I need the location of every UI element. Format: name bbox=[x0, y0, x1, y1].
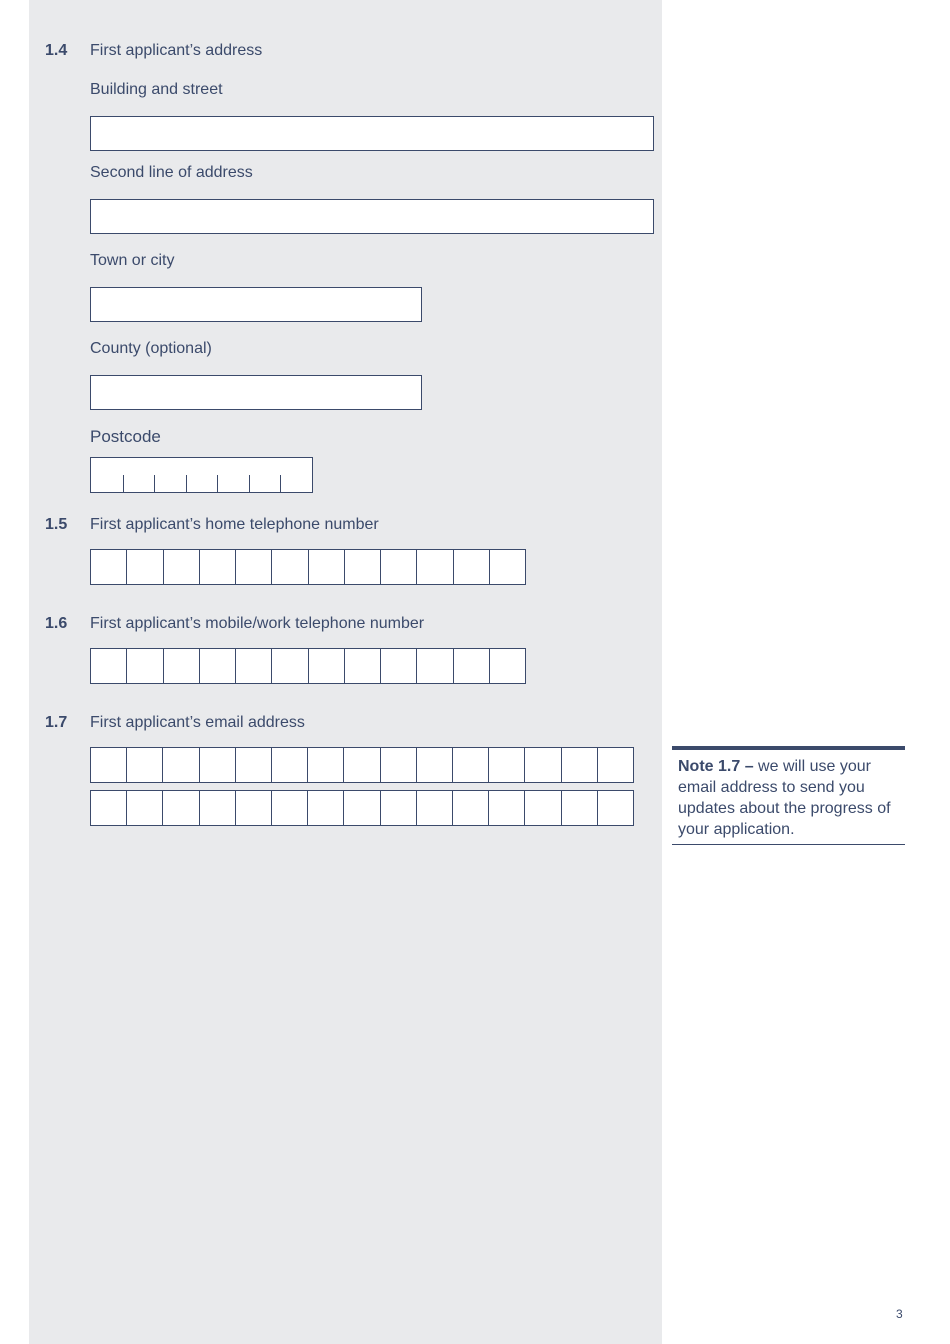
character-cell[interactable] bbox=[236, 549, 272, 585]
character-cell[interactable] bbox=[344, 747, 380, 783]
character-cell[interactable] bbox=[272, 549, 308, 585]
mobile-phone-input[interactable] bbox=[90, 648, 526, 684]
character-cell[interactable] bbox=[127, 549, 163, 585]
character-cell[interactable] bbox=[417, 648, 453, 684]
character-cell[interactable] bbox=[308, 747, 344, 783]
character-cell[interactable] bbox=[381, 549, 417, 585]
character-cell[interactable] bbox=[454, 648, 490, 684]
character-cell[interactable] bbox=[417, 747, 453, 783]
home-phone-input[interactable] bbox=[90, 549, 526, 585]
character-cell[interactable] bbox=[598, 747, 634, 783]
character-cell[interactable] bbox=[91, 549, 127, 585]
building-input[interactable] bbox=[90, 116, 654, 151]
postcode-cell[interactable] bbox=[91, 458, 123, 492]
email-input-row-1[interactable] bbox=[90, 747, 634, 783]
character-cell[interactable] bbox=[345, 648, 381, 684]
postcode-cell[interactable] bbox=[217, 458, 249, 492]
character-cell[interactable] bbox=[236, 747, 272, 783]
character-cell[interactable] bbox=[453, 790, 489, 826]
character-cell[interactable] bbox=[200, 648, 236, 684]
section-label: First applicant’s home telephone number bbox=[90, 516, 379, 533]
character-cell[interactable] bbox=[272, 747, 308, 783]
character-cell[interactable] bbox=[381, 747, 417, 783]
postcode-cell[interactable] bbox=[249, 458, 281, 492]
section-number: 1.5 bbox=[45, 516, 68, 533]
character-cell[interactable] bbox=[309, 549, 345, 585]
character-cell[interactable] bbox=[164, 648, 200, 684]
section-label: First applicant’s address bbox=[90, 42, 263, 59]
character-cell[interactable] bbox=[308, 790, 344, 826]
postcode-cell[interactable] bbox=[123, 458, 155, 492]
character-cell[interactable] bbox=[200, 790, 236, 826]
character-cell[interactable] bbox=[309, 648, 345, 684]
note-1-7 bbox=[672, 746, 905, 845]
character-cell[interactable] bbox=[525, 790, 561, 826]
section-number: 1.6 bbox=[45, 615, 68, 632]
email-input-row-2[interactable] bbox=[90, 790, 634, 826]
character-cell[interactable] bbox=[344, 790, 380, 826]
town-label: Town or city bbox=[90, 252, 175, 269]
page-number: 3 bbox=[896, 1307, 903, 1321]
character-cell[interactable] bbox=[490, 648, 526, 684]
character-cell[interactable] bbox=[417, 549, 453, 585]
postcode-cell[interactable] bbox=[280, 458, 312, 492]
character-cell[interactable] bbox=[163, 747, 199, 783]
character-cell[interactable] bbox=[489, 790, 525, 826]
postcode-input[interactable] bbox=[90, 457, 313, 493]
county-label: County (optional) bbox=[90, 340, 212, 357]
section-label: First applicant’s email address bbox=[90, 714, 305, 731]
line2-label: Second line of address bbox=[90, 164, 253, 181]
character-cell[interactable] bbox=[236, 648, 272, 684]
line2-input[interactable] bbox=[90, 199, 654, 234]
character-cell[interactable] bbox=[345, 549, 381, 585]
section-number: 1.7 bbox=[45, 714, 68, 731]
character-cell[interactable] bbox=[91, 648, 127, 684]
note-text: we will use your email address to send you updates about the progress of your application. bbox=[678, 758, 891, 838]
character-cell[interactable] bbox=[236, 790, 272, 826]
character-cell[interactable] bbox=[127, 790, 163, 826]
character-cell[interactable] bbox=[272, 648, 308, 684]
postcode-cell[interactable] bbox=[186, 458, 218, 492]
character-cell[interactable] bbox=[490, 549, 526, 585]
note-title: Note 1.7 – bbox=[678, 758, 754, 775]
character-cell[interactable] bbox=[562, 747, 598, 783]
character-cell[interactable] bbox=[381, 790, 417, 826]
section-number: 1.4 bbox=[45, 42, 68, 59]
character-cell[interactable] bbox=[200, 747, 236, 783]
character-cell[interactable] bbox=[453, 747, 489, 783]
character-cell[interactable] bbox=[164, 549, 200, 585]
building-label: Building and street bbox=[90, 81, 223, 98]
character-cell[interactable] bbox=[562, 790, 598, 826]
character-cell[interactable] bbox=[272, 790, 308, 826]
character-cell[interactable] bbox=[163, 790, 199, 826]
character-cell[interactable] bbox=[127, 648, 163, 684]
postcode-label: Postcode bbox=[90, 427, 161, 446]
character-cell[interactable] bbox=[489, 747, 525, 783]
character-cell[interactable] bbox=[127, 747, 163, 783]
character-cell[interactable] bbox=[91, 747, 127, 783]
town-input[interactable] bbox=[90, 287, 422, 322]
character-cell[interactable] bbox=[91, 790, 127, 826]
character-cell[interactable] bbox=[381, 648, 417, 684]
character-cell[interactable] bbox=[200, 549, 236, 585]
county-input[interactable] bbox=[90, 375, 422, 410]
section-label: First applicant’s mobile/work telephone number bbox=[90, 615, 425, 632]
character-cell[interactable] bbox=[598, 790, 634, 826]
postcode-cell[interactable] bbox=[154, 458, 186, 492]
character-cell[interactable] bbox=[525, 747, 561, 783]
character-cell[interactable] bbox=[454, 549, 490, 585]
character-cell[interactable] bbox=[417, 790, 453, 826]
